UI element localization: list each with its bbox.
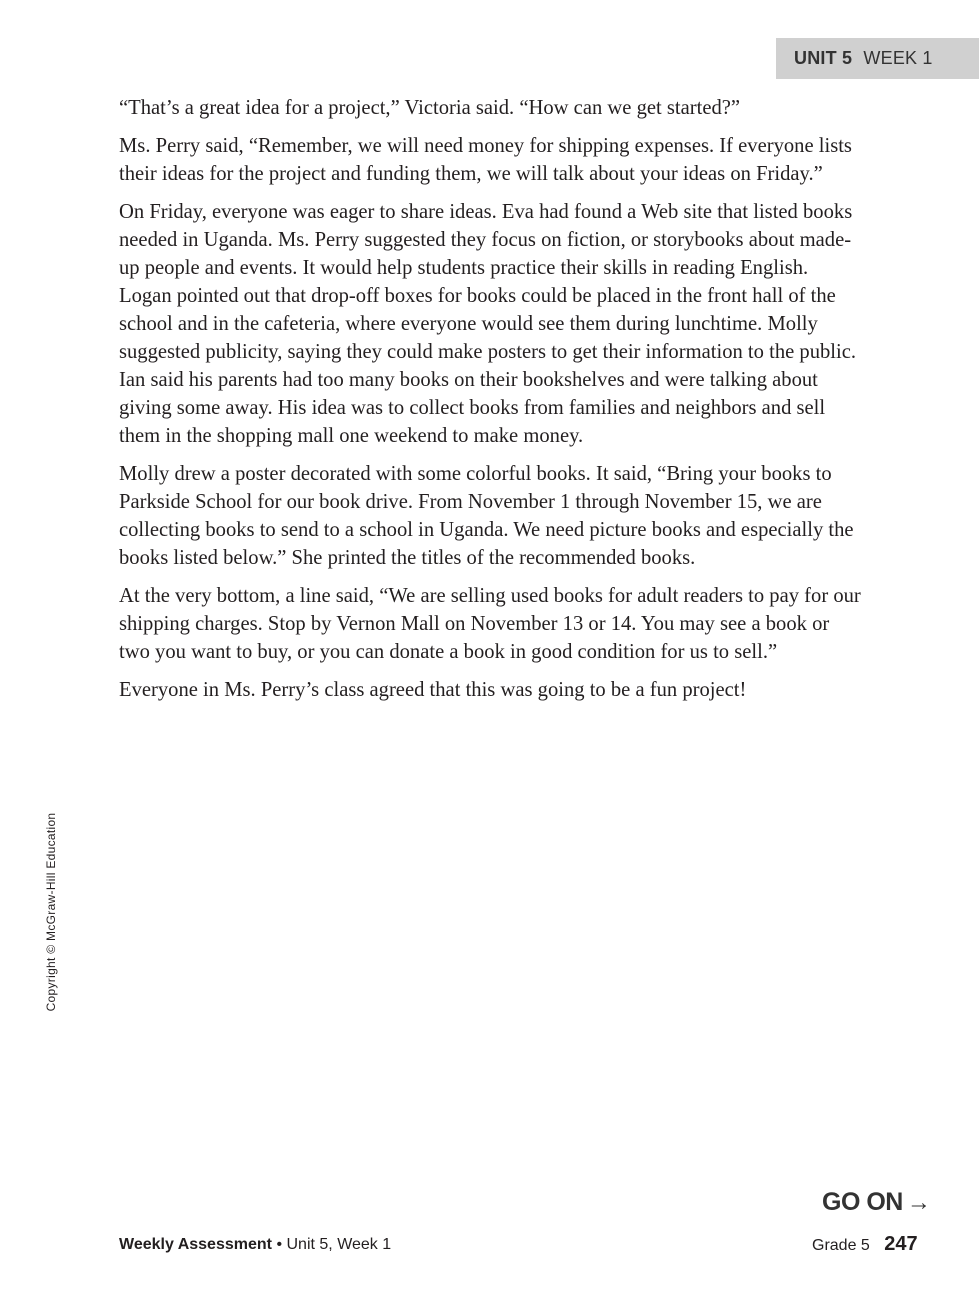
unit-week-tab [776, 38, 979, 79]
copyright-notice: Copyright © McGraw-Hill Education [44, 812, 58, 1012]
unit-label: UNIT 5 [794, 48, 853, 68]
story-paragraph: Everyone in Ms. Perry’s class agreed that this was going to be a fun project! [119, 679, 747, 701]
story-paragraph: On Friday, everyone was eager to share ideas. Eva had found a Web site that listed books needed in Uganda. Ms. Perry suggested they focus on fiction, or storybooks about made-up people and events. It would help students practice their skills in reading English. Logan pointed out that drop-off boxes for books could be placed in the front hall of the school and in the cafeteria, where everyone would see them during lunchtime. Molly suggested publicity, saying they could make posters to get their information to the public. Ian said his parents had too many books on their bookshelves and were talking about giving some away. His idea was to collect books from families and neighbors and sell them in the shopping mall one weekend to make money. [119, 201, 857, 447]
page-number: 247 [884, 1233, 918, 1255]
unit-week-label: Unit 5, Week 1 [286, 1236, 392, 1253]
go-on-indicator [822, 1188, 930, 1217]
assessment-label: Weekly Assessment [119, 1236, 272, 1253]
footer-separator: • [276, 1236, 283, 1253]
arrow-right-icon: → [906, 1189, 931, 1216]
story-paragraph: “That’s a great idea for a project,” Victoria said. “How can we get started?” [119, 97, 741, 119]
story-paragraph: Ms. Perry said, “Remember, we will need money for shipping expenses. If everyone lists their ideas for the project and funding them, we will talk about your ideas on Friday.” [119, 135, 852, 185]
grade-label: Grade 5 [812, 1237, 870, 1254]
footer-page-info [812, 1233, 918, 1256]
footer-assessment [119, 1236, 391, 1254]
story-paragraph: Molly drew a poster decorated with some colorful books. It said, “Bring your books to Parkside School for our book drive. From November 1 through November 15, we are collecting books to send to a school in Uganda. We need picture books and especially the books listed below.” She printed the titles of the recommended books. [119, 463, 854, 569]
go-on-label: GO ON [822, 1188, 903, 1216]
story-paragraph: At the very bottom, a line said, “We are selling used books for adult readers to pay for our shipping charges. Stop by Vernon Mall on November 13 or 14. You may see a book or two you want to buy, or you can donate a book in good condition for us to sell.” [119, 585, 861, 663]
week-label: WEEK 1 [863, 48, 933, 68]
story-text [119, 94, 865, 714]
